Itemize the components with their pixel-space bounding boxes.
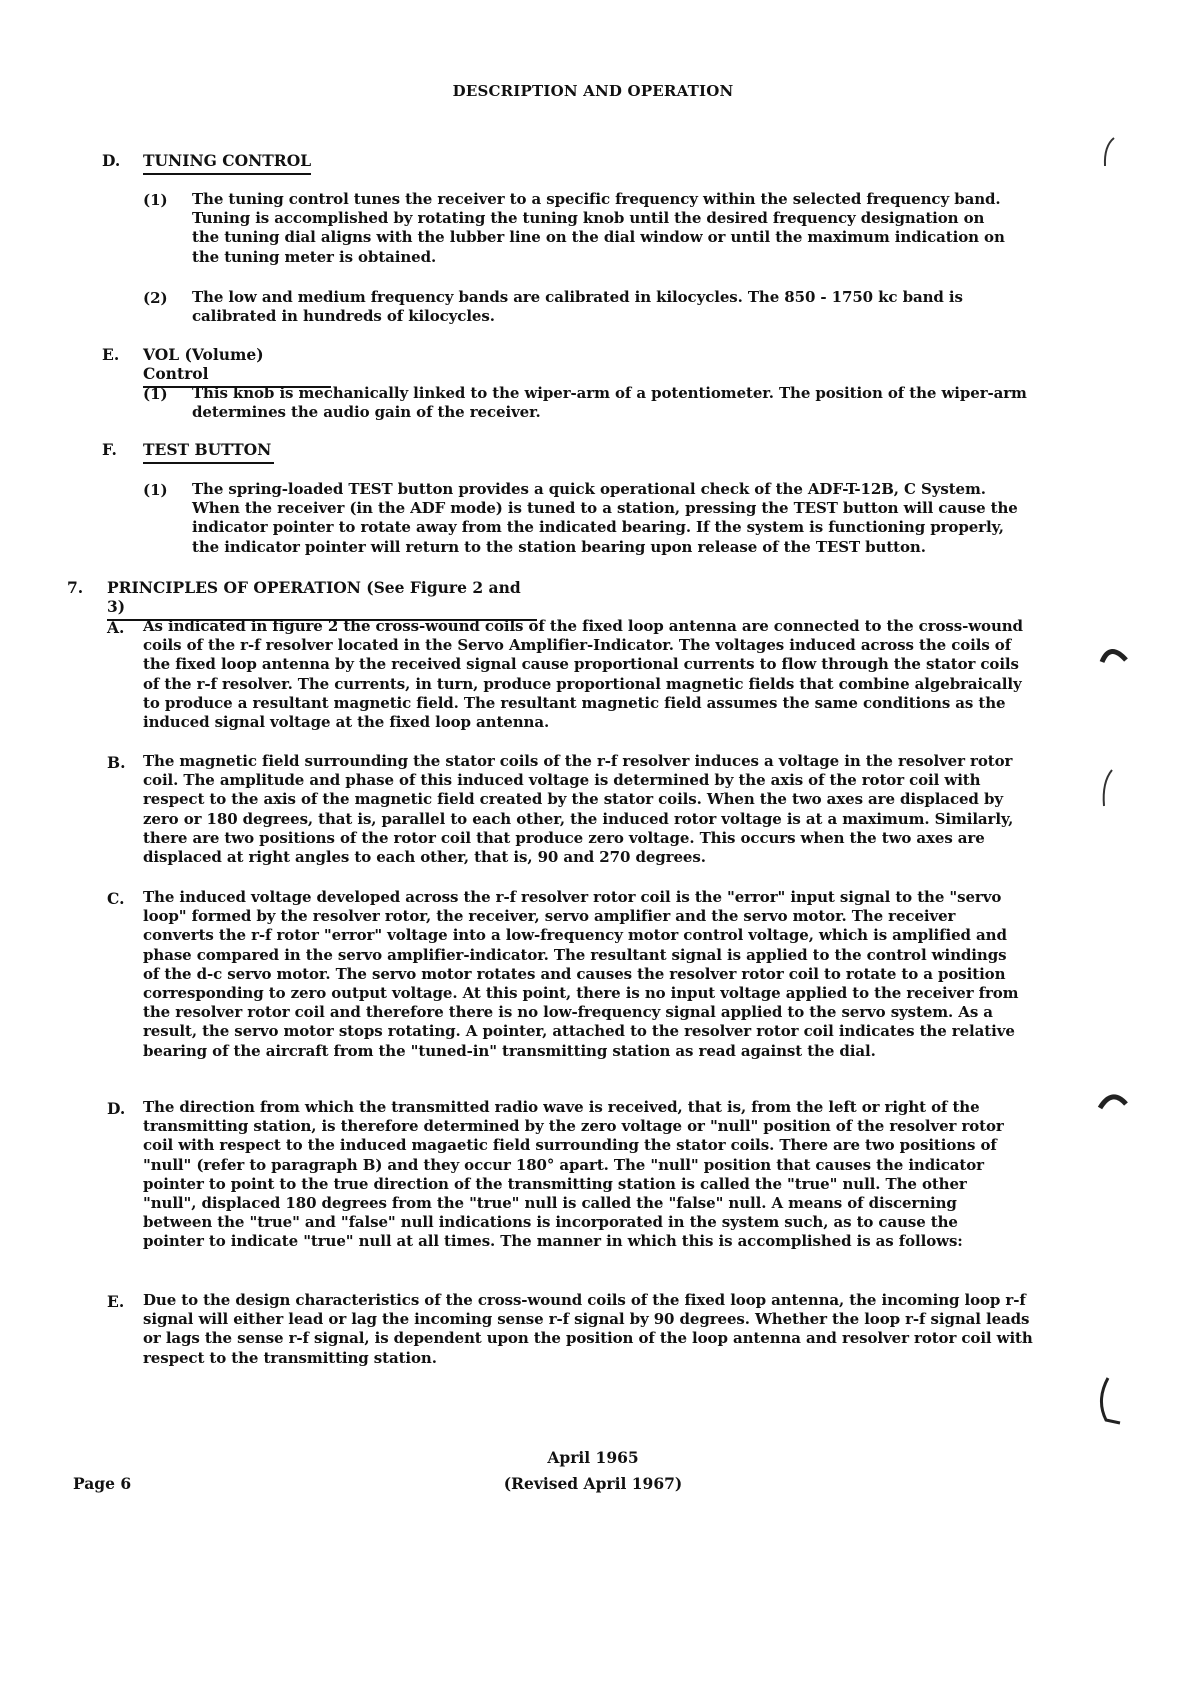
footer-revised: (Revised April 1967): [503, 1474, 683, 1493]
section-7-number: 7.: [67, 578, 84, 597]
section-e-heading: VOL (Volume) Control: [143, 345, 331, 388]
paragraph-7c: The induced voltage developed across the r-f resolver rotor coil is the "error" input signal to the "servo loop" formed by the resolver rotor, the receiver, servo amplifier and the servo motor. The receiver converts the r-f rotor "error" voltage into a low-frequency motor control voltage, which is amplified and phase compared in the servo amplifier-indicator. The resultant signal is applied to the control windings of the d-c servo motor. The servo motor rotates and causes the resolver rotor coil to rotate to a position corresponding to zero output voltage. At this point, there is no input voltage applied to the receiver from the resolver rotor coil and therefore there is no low-frequency signal applied to the servo system. As a result, the servo motor stops rotating. A pointer, attached to the resolver rotor coil indicates the relative bearing of the aircraft from the "tuned-in" transmitting station as read against the dial.: [143, 888, 1019, 1060]
section-f-heading: TEST BUTTON: [143, 440, 274, 464]
section-e-letter: E.: [102, 345, 120, 364]
paragraph-f-1: The spring-loaded TEST button provides a quick operational check of the ADF-T-12B, C System. When the receiver (in the ADF mode) is tuned to a station, pressing the TEST button will cause the indicator pointer to rotate away from the indicated bearing. If the system is functioning properly, the indicator pointer will return to the station bearing upon release of the TEST button.: [192, 480, 1018, 556]
page-number: Page 6: [73, 1474, 132, 1493]
paragraph-d-1: The tuning control tunes the receiver to a specific frequency within the selected frequency band. Tuning is accomplished by rotating the tuning knob until the desired frequency designation on the tuning dial aligns with the lubber line on the dial window or until the maximum indication on the tuning meter is obtained.: [192, 190, 1005, 266]
page-header: DESCRIPTION AND OPERATION: [452, 82, 734, 100]
paragraph-letter: A.: [107, 618, 125, 637]
paragraph-7d: The direction from which the transmitted radio wave is received, that is, from the left or right of the transmitting station, is therefore determined by the zero voltage or "null" position of the resolver rotor coil with respect to the induced magaetic field surrounding the stator coils. There are two positions of "null" (refer to paragraph B) and they occur 180° apart. The "null" position that causes the indicator pointer to point to the true direction of the transmitting station is called the "true" null. The other "null", displaced 180 degrees from the "true" null is called the "false" null. A means of discerning between the "true" and "false" null indications is incorporated in the system such, as to cause the pointer to indicate "true" null at all times. The manner in which this is accomplished is as follows:: [143, 1098, 1004, 1251]
section-7-heading: PRINCIPLES OF OPERATION (See Figure 2 and 3): [107, 578, 537, 621]
section-d-letter: D.: [102, 151, 121, 170]
paragraph-letter: B.: [107, 753, 126, 772]
item-number: (2): [143, 289, 168, 307]
paragraph-7e: Due to the design characteristics of the cross-wound coils of the fixed loop antenna, the incoming loop r-f signal will either lead or lag the incoming sense r-f signal by 90 degrees. Whether the loop r-f signal leads or lags the sense r-f signal, is dependent upon the position of the loop antenna and resolver rotor coil with respect to the transmitting station.: [143, 1291, 1033, 1367]
footer-date: April 1965: [547, 1448, 639, 1467]
binder-hole-marks: [1090, 120, 1130, 1440]
paragraph-7a: As indicated in figure 2 the cross-wound coils of the fixed loop antenna are connected to the cross-wound coils of the r-f resolver located in the Servo Amplifier-Indicator. The voltages induced across the coils of the fixed loop antenna by the received signal cause proportional currents to flow through the stator coils of the r-f resolver. The currents, in turn, produce proportional magnetic fields that combine algebraically to produce a resultant magnetic field. The resultant magnetic field assumes the same conditions as the induced signal voltage at the fixed loop antenna.: [143, 617, 1023, 732]
item-number: (1): [143, 481, 168, 499]
paragraph-e-1: This knob is mechanically linked to the wiper-arm of a potentiometer. The position of the wiper-arm determines the audio gain of the receiver.: [192, 384, 1027, 422]
paragraph-d-2: The low and medium frequency bands are calibrated in kilocycles. The 850 - 1750 kc band is calibrated in hundreds of kilocycles.: [192, 288, 963, 326]
paragraph-letter: C.: [107, 889, 125, 908]
paragraph-7b: The magnetic field surrounding the stator coils of the r-f resolver induces a voltage in the resolver rotor coil. The amplitude and phase of this induced voltage is determined by the axis of the rotor coil with respect to the axis of the magnetic field created by the stator coils. When the two axes are displaced by zero or 180 degrees, that is, parallel to each other, the induced rotor voltage is at a maximum. Similarly, there are two positions of the rotor coil that produce zero voltage. This occurs when the two axes are displaced at right angles to each other, that is, 90 and 270 degrees.: [143, 752, 1014, 867]
item-number: (1): [143, 385, 168, 403]
section-f-letter: F.: [102, 440, 117, 459]
item-number: (1): [143, 191, 168, 209]
paragraph-letter: D.: [107, 1099, 126, 1118]
paragraph-letter: E.: [107, 1292, 125, 1311]
section-d-heading: TUNING CONTROL: [143, 151, 311, 175]
